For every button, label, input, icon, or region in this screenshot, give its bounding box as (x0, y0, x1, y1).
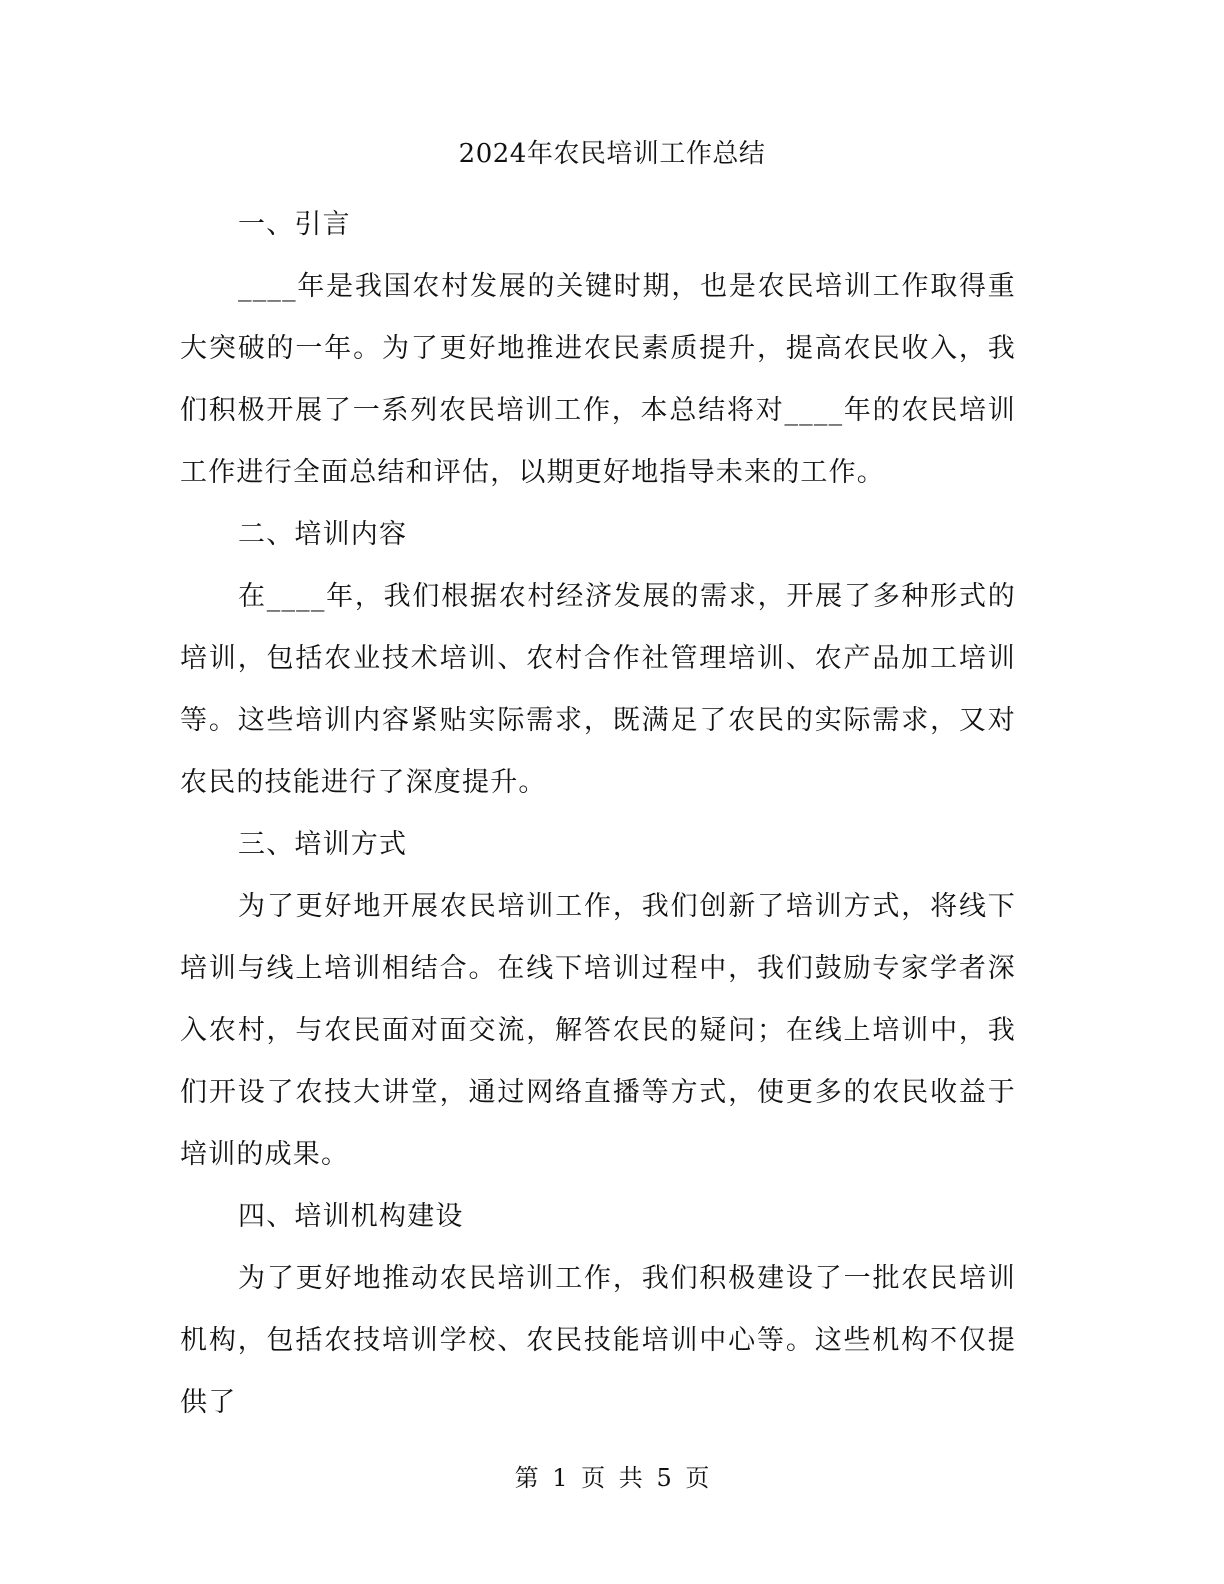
section-heading-introduction: 一、引言 (238, 209, 351, 240)
section-heading-training-methods: 三、培训方式 (238, 829, 408, 860)
section-paragraph-training-methods: 为了更好地开展农民培训工作，我们创新了培训方式，将线下培训与线上培训相结合。在线下培训过程中，我们鼓励专家学者深入农村，与农民面对面交流，解答农民的疑问；在线上培训中，我们开设了农技大讲堂，通过网络直播等方式，使更多的农民收益于培训的成果。 (180, 891, 1016, 1170)
document-title: 2024年农民培训工作总结 (458, 139, 766, 169)
section-paragraph-training-content: 在____年，我们根据农村经济发展的需求，开展了多种形式的培训，包括农业技术培训、农村合作社管理培训、农产品加工培训等。这些培训内容紧贴实际需求，既满足了农民的实际需求，又对农民的技能进行了深度提升。 (180, 581, 1016, 798)
section-paragraph-introduction: ____年是我国农村发展的关键时期，也是农民培训工作取得重大突破的一年。为了更好地推进农民素质提升，提高农民收入，我们积极开展了一系列农民培训工作，本总结将对____年的农民培训工作进行全面总结和评估，以期更好地指导未来的工作。 (180, 271, 1016, 488)
section-heading-institution-building: 四、培训机构建设 (238, 1201, 464, 1232)
section-heading-training-content: 二、培训内容 (238, 519, 408, 550)
document-body (180, 194, 1016, 1434)
page-number-footer: 第 1 页 共 5 页 (514, 1464, 710, 1492)
section-paragraph-institution-building: 为了更好地推动农民培训工作，我们积极建设了一批农民培训机构，包括农技培训学校、农民技能培训中心等。这些机构不仅提供了 (180, 1263, 1016, 1418)
